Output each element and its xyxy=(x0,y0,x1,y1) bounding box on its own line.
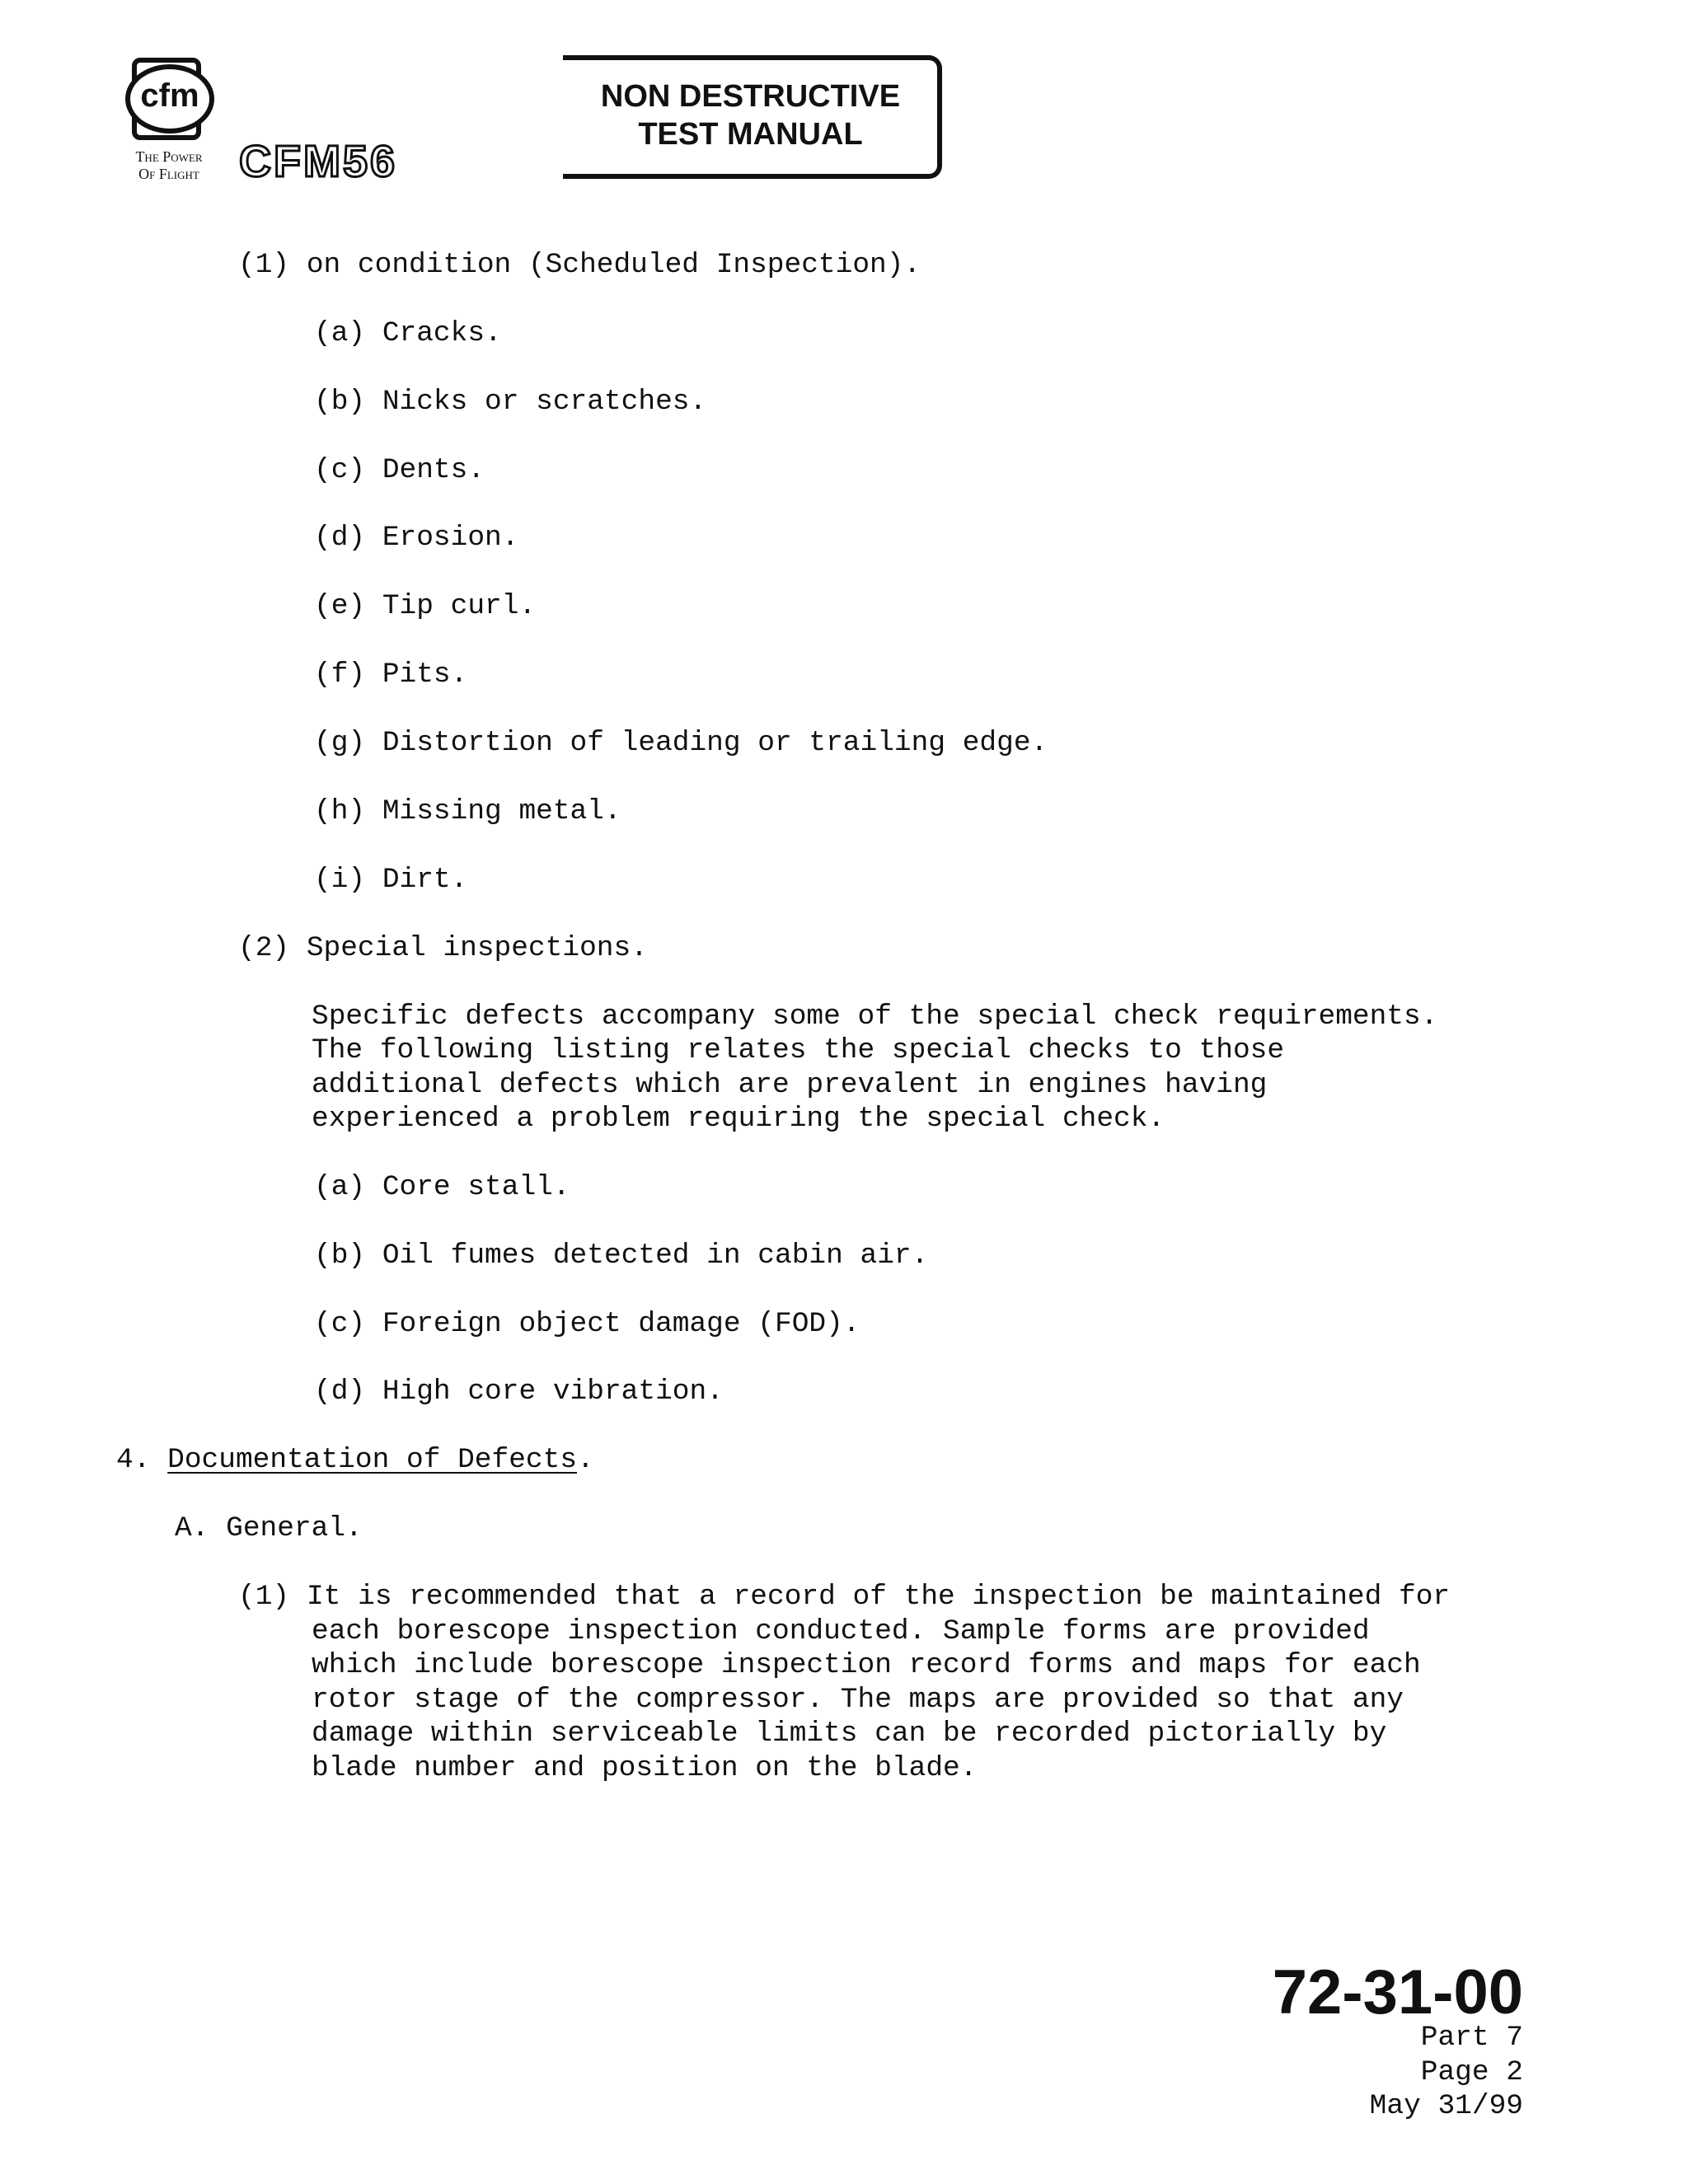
item-2-paragraph-line-3: additional defects which are prevalent in engines having xyxy=(312,1069,1268,1101)
item-2-heading: (2) Special inspections. xyxy=(238,932,648,964)
general-item-line-5: damage within serviceable limits can be recorded pictorially by xyxy=(312,1718,1387,1750)
footer-date: May 31/99 xyxy=(1369,2090,1523,2122)
section-period: . xyxy=(577,1444,594,1476)
tagline xyxy=(115,148,223,183)
item-2-sub-b: (b) Oil fumes detected in cabin air. xyxy=(314,1240,929,1272)
general-item-number: (1) xyxy=(238,1581,290,1613)
general-item-line-2: each borescope inspection conducted. Sample forms are provided xyxy=(312,1615,1370,1647)
item-1-sub-g: (g) Distortion of leading or trailing edge. xyxy=(314,727,1048,759)
item-1-heading: (1) on condition (Scheduled Inspection). xyxy=(238,249,921,281)
item-1-sub-e: (e) Tip curl. xyxy=(314,590,537,622)
general-item-line-6: blade number and position on the blade. xyxy=(312,1752,978,1784)
general-item-line-4: rotor stage of the compressor. The maps are provided so that any xyxy=(312,1684,1404,1716)
subsection-heading: A. General. xyxy=(175,1512,363,1544)
tagline-line-2: Of Flight xyxy=(138,166,199,182)
item-1-sub-c: (c) Dents. xyxy=(314,454,485,486)
brand-wordmark: CFM56 xyxy=(239,137,398,186)
item-1-sub-f: (f) Pits. xyxy=(314,658,468,691)
manual-title xyxy=(563,77,938,153)
section-4-heading xyxy=(116,1443,594,1478)
item-1-sub-a: (a) Cracks. xyxy=(314,317,502,349)
item-1-sub-b: (b) Nicks or scratches. xyxy=(314,386,707,418)
section-title: Documentation of Defects xyxy=(167,1444,578,1476)
item-2-paragraph-line-1: Specific defects accompany some of the special check requirements. xyxy=(312,1001,1438,1033)
item-2-sub-d: (d) High core vibration. xyxy=(314,1376,724,1408)
item-2-sub-a: (a) Core stall. xyxy=(314,1171,570,1203)
item-1-sub-d: (d) Erosion. xyxy=(314,522,519,554)
item-2-sub-c: (c) Foreign object damage (FOD). xyxy=(314,1308,860,1340)
logo-text: cfm xyxy=(140,77,199,114)
item-1-sub-h: (h) Missing metal. xyxy=(314,795,621,827)
general-item-line-1: It is recommended that a record of the inspection be maintained for xyxy=(307,1581,1451,1613)
section-number: 4. xyxy=(116,1444,151,1476)
footer-page: Page 2 xyxy=(1420,2056,1523,2088)
manual-title-line-1: NON DESTRUCTIVE xyxy=(600,79,901,114)
item-1-sub-i: (i) Dirt. xyxy=(314,864,468,896)
manual-title-line-2: TEST MANUAL xyxy=(638,117,863,152)
item-2-paragraph-line-2: The following listing relates the special checks to those xyxy=(312,1034,1285,1066)
item-2-paragraph-line-4: experienced a problem requiring the special check. xyxy=(312,1103,1165,1135)
tagline-line-1: The Power xyxy=(135,148,203,165)
chapter-reference: 72-31-00 xyxy=(1272,1957,1523,2027)
footer-part: Part 7 xyxy=(1420,2022,1523,2054)
general-item-line-3: which include borescope inspection record forms and maps for each xyxy=(312,1649,1421,1681)
